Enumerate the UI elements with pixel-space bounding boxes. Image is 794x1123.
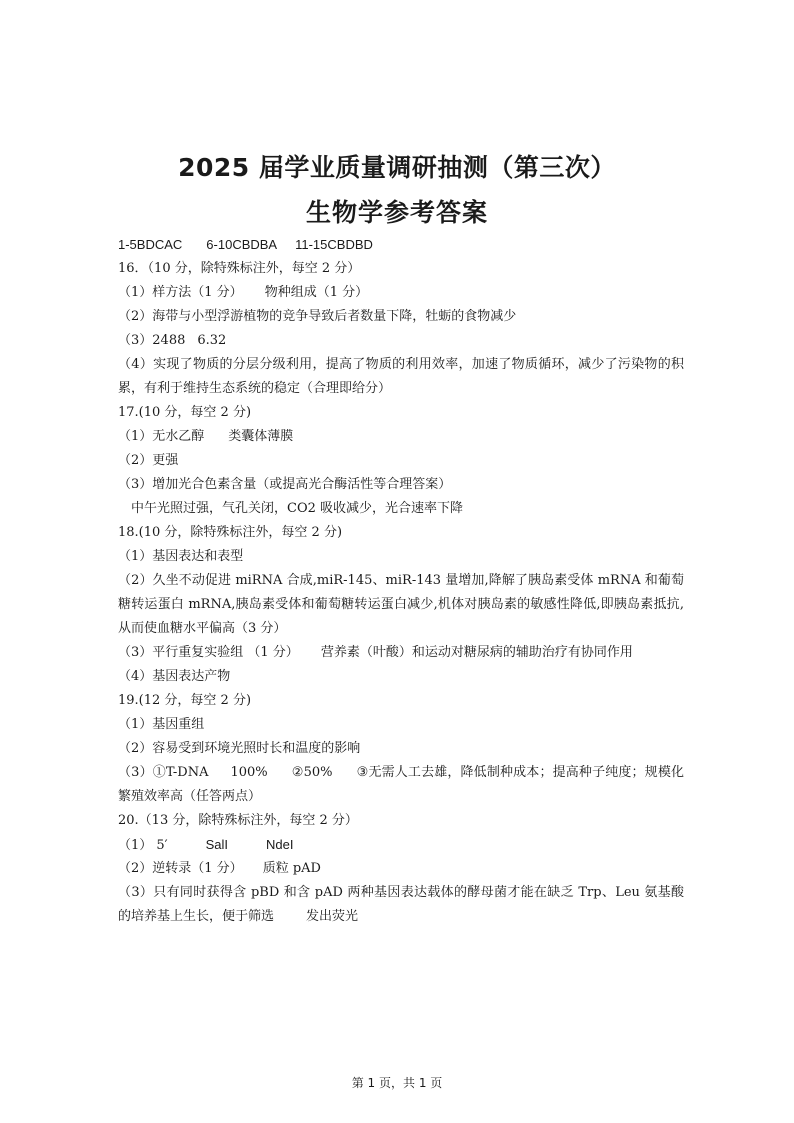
q17-answer-2: （2）更强 (118, 453, 179, 468)
q20-answer-2: （2）逆转录（1 分） 质粒 pAD (118, 861, 321, 876)
choice-1-5: 1-5BDCAC (118, 237, 183, 252)
page-footer: 第 1 页，共 1 页 (351, 1076, 443, 1090)
q18-answer-3: （3）平行重复实验组 （1 分） 营养素（叶酸）和运动对糖尿病的辅助治疗有协同作用 (118, 645, 633, 660)
document-title: 2025 届学业质量调研抽测（第三次） (178, 153, 616, 182)
q18-answer-4: （4）基因表达产物 (118, 669, 231, 684)
q16-answer-1: （1）样方法（1 分） 物种组成（1 分） (118, 285, 369, 300)
q20-answer-1: （1） 5′ SalI NdeI (118, 837, 294, 853)
q17-answer-3: （3）增加光合色素含量（或提高光合酶活性等合理答案） (118, 477, 452, 492)
answer-body (118, 233, 684, 929)
q16-answer-3: （3）2488 6.32 (118, 333, 227, 348)
q20-answer-3: （3）只有同时获得含 pBD 和含 pAD 两种基因表达载体的酵母菌才能在缺乏 Trp、Leu 氨基酸的培养基上生长，便于筛选 发出荧光 (118, 885, 684, 924)
q19-answer-3: （3）①T-DNA 100% ②50% ③无需人工去雄，降低制种成本；提高种子纯度；规模化繁殖效率高（任答两点） (118, 765, 684, 804)
q18-answer-1: （1）基因表达和表型 (118, 549, 244, 564)
q16-header: 16．（10 分，除特殊标注外，每空 2 分） (118, 261, 361, 276)
document-subtitle: 生物学参考答案 (305, 198, 488, 227)
choice-6-10: 6-10CBDBA (206, 237, 278, 252)
q19-header: 19.(12 分，每空 2 分) (118, 693, 252, 708)
q17-header: 17.(10 分，每空 2 分) (118, 405, 252, 420)
q19-answer-1: （1）基因重组 (118, 717, 205, 732)
q18-answer-2: （2）久坐不动促进 miRNA 合成,miR-145、miR-143 量增加,降解了胰岛素受体 mRNA 和葡萄糖转运蛋白 mRNA,胰岛素受体和葡萄糖转运蛋白减少,机体对胰岛素的敏感性降低,即胰岛素抵抗,从而使血糖水平偏高（3 分） (118, 573, 684, 636)
q20-header: 20.（13 分，除特殊标注外，每空 2 分） (118, 813, 358, 828)
q17-answer-4: 中午光照过强，气孔关闭，CO2 吸收减少，光合速率下降 (131, 501, 464, 516)
choice-11-15: 11-15CBDBD (295, 237, 373, 252)
q19-answer-2: （2）容易受到环境光照时长和温度的影响 (118, 741, 361, 756)
q16-answer-2: （2）海带与小型浮游植物的竞争导致后者数量下降，牡蛎的食物减少 (118, 309, 517, 324)
q18-header: 18.(10 分，除特殊标注外，每空 2 分) (118, 525, 343, 540)
q16-answer-4: （4）实现了物质的分层分级利用，提高了物质的利用效率，加速了物质循环，减少了污染物的积累，有利于维持生态系统的稳定（合理即给分） (118, 357, 684, 396)
choice-answers (118, 233, 684, 257)
q17-answer-1: （1）无水乙醇 类囊体薄膜 (118, 429, 294, 444)
